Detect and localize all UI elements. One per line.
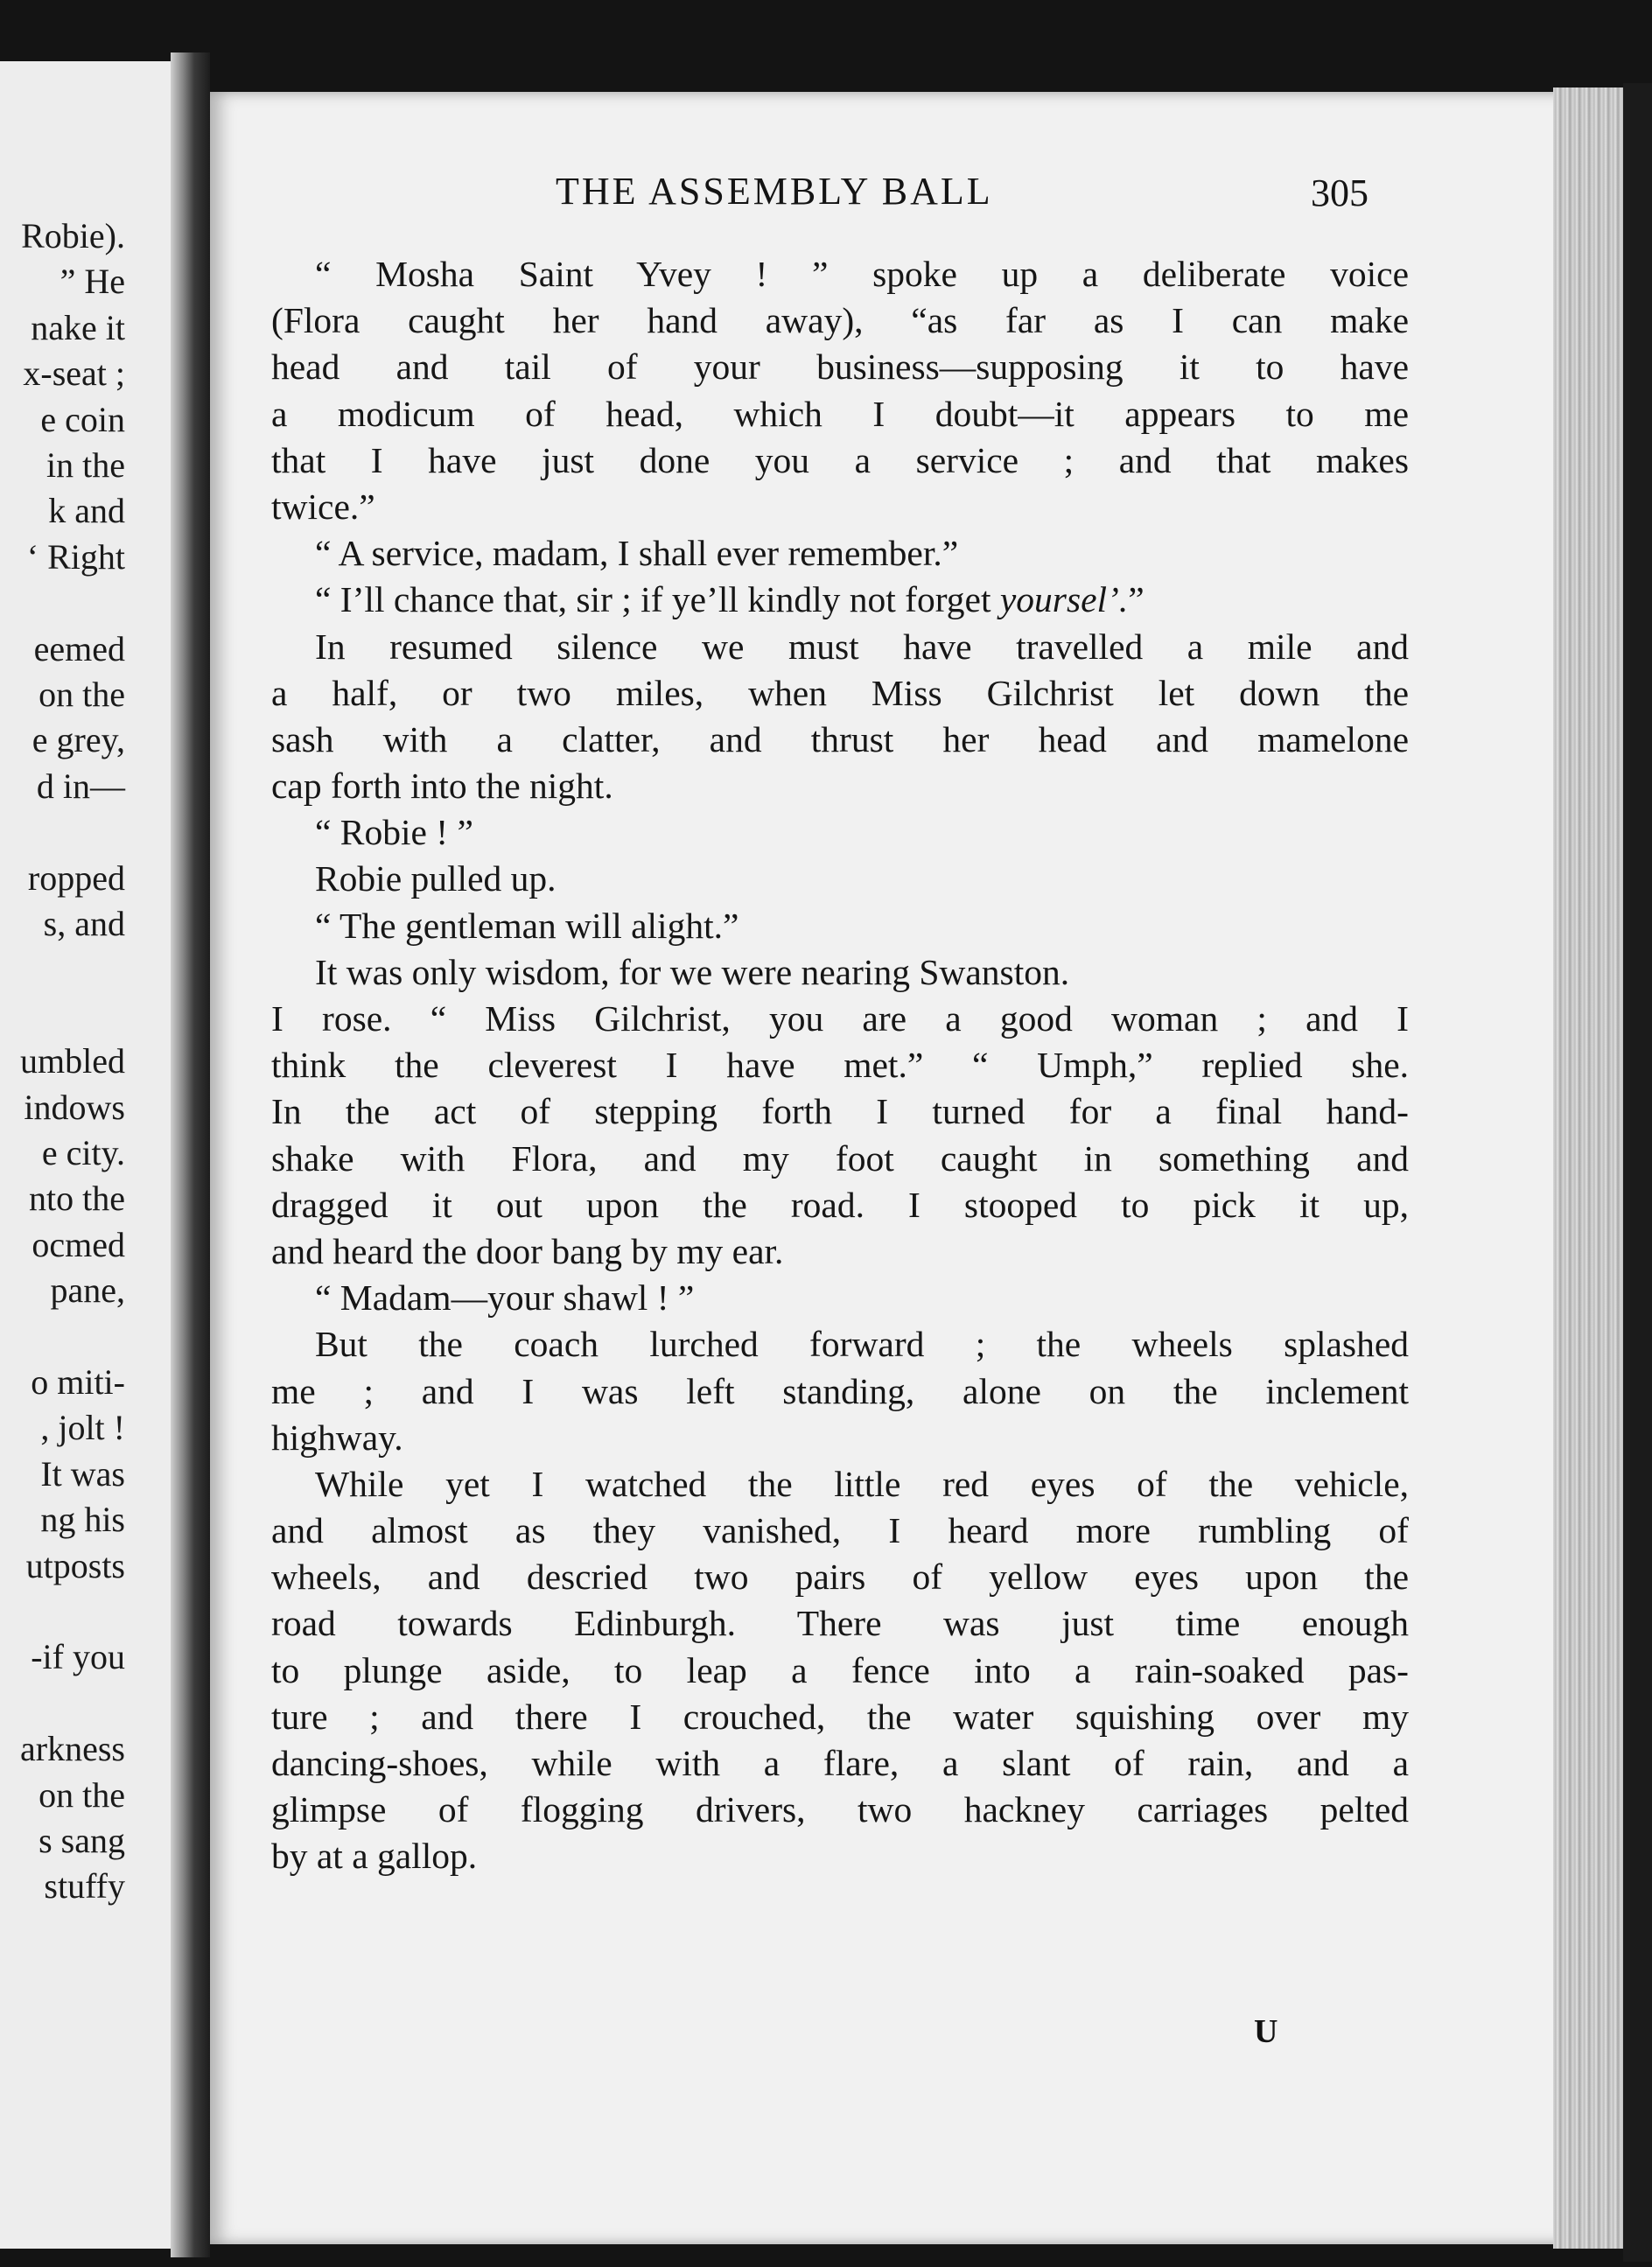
left-page-line: k and [48, 491, 125, 531]
left-page-line: umbled [20, 1041, 125, 1081]
text-line: But the coach lurched forward ; the wheels splashed [315, 1324, 1409, 1365]
left-page-line: ropped [27, 857, 125, 898]
text-line: to plunge aside, to leap a fence into a rain-soaked pas- [271, 1649, 1409, 1690]
left-facing-page [0, 61, 179, 2249]
left-page-line: ocmed [32, 1224, 125, 1264]
left-page-line: stuffy [44, 1866, 125, 1907]
text-line: “ I’ll chance that, sir ; if ye’ll kindly not forget yoursel’.” [315, 579, 1144, 620]
text-line: by at a gallop. [271, 1836, 478, 1877]
text-line: I rose. “ Miss Gilchrist, you are a good woman ; and I [271, 998, 1409, 1039]
left-page-line: eemed [33, 628, 125, 668]
text-line: sash with a clatter, and thrust her head and mamelone [271, 718, 1409, 759]
left-page-line: on the [38, 675, 125, 714]
text-line: think the cleverest I have met.” “ Umph,” replied she. [271, 1045, 1409, 1086]
left-page-line: d in— [36, 766, 125, 806]
text-line: “ A service, madam, I shall ever remember.” [315, 533, 959, 574]
left-page-line: o miti- [31, 1362, 125, 1402]
body-text [271, 251, 1409, 1880]
left-page-line: Robie). [21, 216, 125, 255]
text-line: and almost as they vanished, I heard more rumbling of [271, 1510, 1409, 1551]
text-line: In the act of stepping forth I turned for a final hand- [271, 1091, 1409, 1132]
text-line: It was only wisdom, for we were nearing Swanston. [315, 951, 1070, 992]
left-page-line: on the [38, 1774, 125, 1815]
left-page-line: ‘ Right [26, 536, 125, 577]
text-line: dragged it out upon the road. I stooped to pick it up, [271, 1184, 1409, 1225]
text-line: twice.” [271, 486, 375, 527]
text-line: “ Robie ! ” [315, 812, 473, 853]
book-gutter [171, 52, 210, 2257]
running-head: THE ASSEMBLY BALL [556, 170, 993, 213]
signature-mark: U [1254, 2013, 1278, 2050]
left-page-line: e grey, [32, 720, 125, 760]
left-page-line: It was [40, 1453, 125, 1494]
text-line: cap forth into the night. [271, 766, 613, 807]
left-page-line: indows [24, 1087, 125, 1127]
text-line: “ Madam—your shawl ! ” [315, 1277, 695, 1319]
left-page-line: s, and [43, 904, 125, 943]
left-page-line: ng his [40, 1500, 125, 1540]
left-page-line: x-seat ; [23, 353, 125, 394]
left-page-line: e coin [40, 399, 125, 439]
text-line: shake with Flora, and my foot caught in something and [271, 1137, 1409, 1179]
left-page-line: utposts [25, 1545, 125, 1585]
text-line: “ Mosha Saint Yvey ! ” spoke up a deliberate voice [315, 254, 1409, 294]
left-page-line: in the [46, 445, 125, 485]
left-page-line: s sang [38, 1821, 125, 1860]
main-page [210, 92, 1571, 2244]
text-line: (Flora caught her hand away), “as far as I can make [271, 300, 1409, 341]
text-line: dancing-shoes, while with a flare, a slant of rain, and a [271, 1743, 1409, 1783]
text-line: Robie pulled up. [315, 858, 556, 899]
text-line: road towards Edinburgh. There was just time enough [271, 1603, 1409, 1644]
left-page-line: -if you [31, 1637, 125, 1677]
text-line: a modicum of head, which I doubt—it appears to me [271, 393, 1409, 434]
italic-word: yoursel’. [999, 579, 1129, 620]
page-edges [1553, 87, 1623, 2249]
text-line: and heard the door bang by my ear. [271, 1230, 784, 1271]
text-line: highway. [271, 1417, 403, 1458]
left-page-line: arkness [20, 1729, 125, 1769]
left-page-line: nto the [29, 1179, 125, 1219]
left-page-line: , jolt ! [40, 1408, 125, 1448]
text-line: “ The gentleman will alight.” [315, 905, 739, 946]
text-line: me ; and I was left standing, alone on the inclement [271, 1370, 1409, 1411]
left-page-line: e city. [41, 1133, 125, 1172]
scan-border [1623, 83, 1652, 2262]
text-line: glimpse of flogging drivers, two hackney carriages pelted [271, 1789, 1409, 1830]
text-line: ture ; and there I crouched, the water squishing over my [271, 1696, 1409, 1737]
left-page-line: nake it [31, 307, 125, 347]
left-page-line: ” He [60, 262, 125, 302]
text-line: head and tail of your business—supposing it to have [271, 346, 1409, 388]
text-line: In resumed silence we must have travelled a mile and [315, 626, 1409, 667]
text-line: that I have just done you a service ; and that makes [271, 439, 1409, 480]
page-header [210, 169, 1571, 221]
text-line: While yet I watched the little red eyes of the vehicle, [315, 1463, 1409, 1504]
text-line: wheels, and descried two pairs of yellow eyes upon the [271, 1557, 1409, 1598]
left-page-line: pane, [50, 1270, 125, 1311]
text-line: a half, or two miles, when Miss Gilchrist let down the [271, 672, 1409, 713]
page-number: 305 [1311, 171, 1368, 214]
